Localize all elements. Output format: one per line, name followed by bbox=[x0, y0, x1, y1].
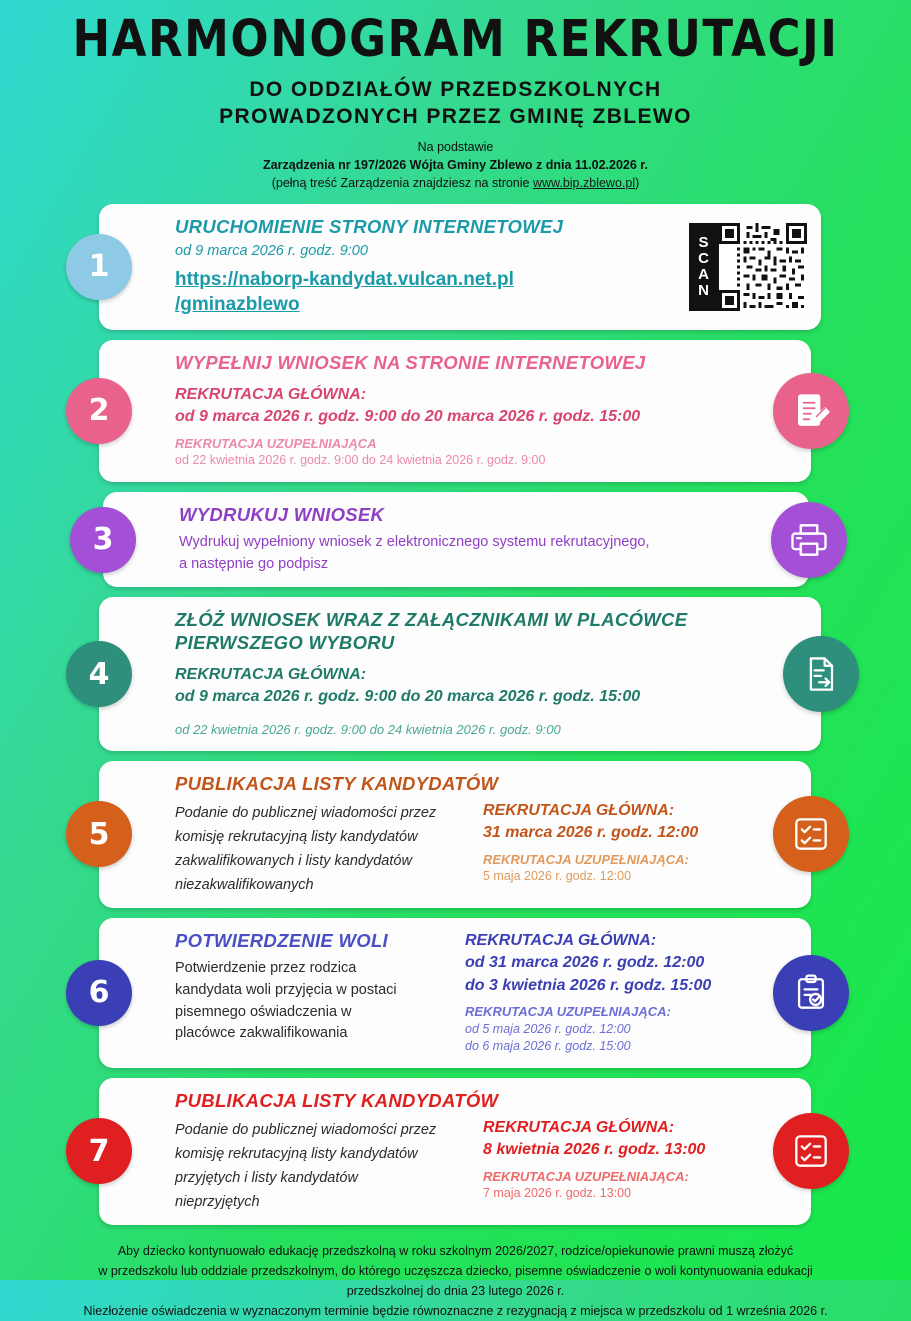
scan-letter-s: S bbox=[698, 234, 710, 252]
step-5-extra-label: REKRUTACJA UZUPEŁNIAJĄCA: bbox=[483, 851, 689, 867]
form-pencil-icon bbox=[773, 373, 849, 449]
step-5-main-date: 31 marca 2026 r. godz. 12:00 bbox=[483, 824, 699, 842]
step-6-extra-date-1: od 5 maja 2026 r. godz. 12:00 bbox=[465, 1021, 631, 1036]
step-4-main-date: od 9 marca 2026 r. godz. 9:00 do 20 marca 2026 r. godz. 15:00 bbox=[175, 688, 641, 706]
schedule-step-4 bbox=[88, 597, 821, 750]
step-number-badge: 4 bbox=[66, 641, 132, 707]
document-arrow-icon bbox=[783, 636, 859, 712]
step-number-badge: 5 bbox=[66, 801, 132, 867]
step-number-badge: 1 bbox=[66, 234, 132, 300]
step-7-body-line-1: Podanie do publicznej wiadomości przez bbox=[175, 1121, 437, 1138]
step-number-badge: 7 bbox=[66, 1118, 132, 1184]
bip-link[interactable]: www.bip.zblewo.pl bbox=[532, 176, 636, 190]
footer-line-4: Niezłożenie oświadczenia w wyznaczonym terminie będzie równoznaczne z rezygnacją z miejsca w przedszkolu od 1 września 2026 r. bbox=[83, 1303, 828, 1318]
step-5-body-line-4: niezakwalifikowanych bbox=[175, 876, 314, 893]
step-7-main-date: 8 kwietnia 2026 r. godz. 13:00 bbox=[483, 1141, 706, 1159]
step-6-main-label: REKRUTACJA GŁÓWNA: bbox=[465, 932, 657, 949]
legal-basis-note-pre: (pełną treść Zarządzenia znajdziesz na stronie bbox=[271, 176, 533, 190]
schedule-step-7 bbox=[88, 1078, 811, 1225]
footer-line-3: przedszkolnej do dnia 23 lutego 2026 r. bbox=[346, 1283, 565, 1298]
step-7-body-line-3: przyjętych i listy kandydatów bbox=[175, 1169, 358, 1186]
qr-code-icon[interactable] bbox=[719, 223, 807, 311]
step-4-main-label: REKRUTACJA GŁÓWNA: bbox=[175, 665, 367, 683]
step-3-body-line-2: a następnie go podpisz bbox=[179, 555, 329, 572]
step-1-date: od 9 marca 2026 r. godz. 9:00 bbox=[175, 243, 368, 260]
legal-basis-note bbox=[0, 174, 911, 192]
step-2-extra-label: REKRUTACJA UZUPEŁNIAJĄCA bbox=[175, 435, 377, 451]
schedule-rows bbox=[0, 204, 911, 1225]
recruitment-portal-link-path[interactable]: /gminazblewo bbox=[175, 294, 300, 316]
legal-basis-label: Na podstawie bbox=[417, 139, 494, 154]
step-2-main-date: od 9 marca 2026 r. godz. 9:00 do 20 marca 2026 r. godz. 15:00 bbox=[175, 408, 641, 426]
schedule-step-6 bbox=[88, 918, 811, 1068]
scan-letter-a: A bbox=[698, 265, 710, 283]
step-number-badge: 6 bbox=[66, 960, 132, 1026]
step-6-title: POTWIERDZENIE WOLI bbox=[175, 930, 389, 951]
step-5-body-line-2: komisję rekrutacyjną listy kandydatów bbox=[175, 828, 418, 845]
checklist-icon bbox=[773, 1113, 849, 1189]
schedule-step-3 bbox=[92, 492, 809, 588]
step-number-badge: 2 bbox=[66, 378, 132, 444]
step-6-body-line-2: kandydata woli przyjęcia w postaci bbox=[175, 981, 397, 998]
checklist-icon bbox=[773, 796, 849, 872]
step-7-body-line-4: nieprzyjętych bbox=[175, 1193, 260, 1210]
poster-footer bbox=[0, 1235, 911, 1321]
step-7-title: PUBLIKACJA LISTY KANDYDATÓW bbox=[175, 1089, 499, 1111]
step-6-extra-date-2: do 6 maja 2026 r. godz. 15:00 bbox=[465, 1039, 631, 1054]
footer-line-2: w przedszkolu lub oddziale przedszkolnym, do którego uczęszcza dziecko, pisemne oświadczenie o woli kontynuowania edukacji bbox=[98, 1263, 813, 1278]
step-6-main-date-2: do 3 kwietnia 2026 r. godz. 15:00 bbox=[465, 976, 712, 994]
step-5-body-line-3: zakwalifikowanych i listy kandydatów bbox=[175, 852, 412, 869]
step-5-body-line-1: Podanie do publicznej wiadomości przez bbox=[175, 804, 437, 821]
step-4-title-line-1: ZŁÓŻ WNIOSEK WRAZ Z ZAŁĄCZNIKAMI W PLACÓWCE bbox=[175, 609, 688, 631]
step-5-title: PUBLIKACJA LISTY KANDYDATÓW bbox=[175, 772, 499, 794]
poster-header bbox=[0, 0, 911, 192]
legal-basis-note-post: ) bbox=[635, 176, 640, 190]
step-7-extra-label: REKRUTACJA UZUPEŁNIAJĄCA: bbox=[483, 1168, 689, 1184]
step-2-extra-date: od 22 kwietnia 2026 r. godz. 9:00 do 24 kwietnia 2026 r. godz. 9:00 bbox=[175, 453, 546, 468]
clipboard-check-icon bbox=[773, 955, 849, 1031]
step-5-extra-date: 5 maja 2026 r. godz. 12:00 bbox=[483, 869, 632, 884]
footer-line-1: Aby dziecko kontynuowało edukację przedszkolną w roku szkolnym 2026/2027, rodzice/opiekunowie prawni muszą złożyć bbox=[117, 1243, 794, 1258]
step-6-main-date-1: od 31 marca 2026 r. godz. 12:00 bbox=[465, 954, 705, 972]
qr-block[interactable] bbox=[689, 223, 807, 311]
step-2-main-label: REKRUTACJA GŁÓWNA: bbox=[175, 385, 367, 403]
step-7-extra-date: 7 maja 2026 r. godz. 13:00 bbox=[483, 1186, 632, 1201]
step-1-title: URUCHOMIENIE STRONY INTERNETOWEJ bbox=[175, 216, 564, 238]
step-3-body-line-1: Wydrukuj wypełniony wniosek z elektronicznego systemu rekrutacyjnego, bbox=[179, 533, 650, 550]
legal-basis-decree: Zarządzenia nr 197/2026 Wójta Gminy Zblewo z dnia 11.02.2026 r. bbox=[263, 157, 648, 172]
step-number-badge: 3 bbox=[70, 507, 136, 573]
step-4-extra-date: od 22 kwietnia 2026 r. godz. 9:00 do 24 kwietnia 2026 r. godz. 9:00 bbox=[175, 721, 561, 737]
step-6-body-line-3: pisemnego oświadczenia w bbox=[175, 1003, 352, 1020]
subtitle-line-1: DO ODDZIAŁÓW PRZEDSZKOLNYCH bbox=[249, 78, 662, 101]
step-3-title: WYDRUKUJ WNIOSEK bbox=[179, 503, 385, 525]
page-title: HARMONOGRAM REKRUTACJI bbox=[72, 8, 839, 69]
scan-letter-n: N bbox=[698, 281, 710, 299]
scan-letter-c: C bbox=[698, 250, 710, 268]
schedule-step-2 bbox=[88, 340, 811, 482]
step-4-title-line-2: PIERWSZEGO WYBORU bbox=[175, 631, 395, 653]
scan-label bbox=[689, 223, 719, 311]
step-7-body-line-2: komisję rekrutacyjną listy kandydatów bbox=[175, 1145, 418, 1162]
step-6-body-line-1: Potwierdzenie przez rodzica bbox=[175, 960, 357, 977]
schedule-step-5 bbox=[88, 761, 811, 908]
legal-basis bbox=[0, 138, 911, 192]
step-6-extra-label: REKRUTACJA UZUPEŁNIAJĄCA: bbox=[465, 1004, 671, 1020]
printer-icon bbox=[771, 502, 847, 578]
step-2-title: WYPEŁNIJ WNIOSEK NA STRONIE INTERNETOWEJ bbox=[175, 351, 646, 373]
step-5-main-label: REKRUTACJA GŁÓWNA: bbox=[483, 801, 675, 819]
step-7-main-label: REKRUTACJA GŁÓWNA: bbox=[483, 1118, 675, 1136]
schedule-step-1 bbox=[88, 204, 821, 330]
step-6-body-line-4: placówce zakwalifikowania bbox=[175, 1025, 348, 1042]
subtitle-line-2: PROWADZONYCH PRZEZ GMINĘ ZBLEWO bbox=[219, 104, 692, 128]
recruitment-portal-link[interactable]: https://naborp-kandydat.vulcan.net.pl bbox=[175, 269, 514, 291]
